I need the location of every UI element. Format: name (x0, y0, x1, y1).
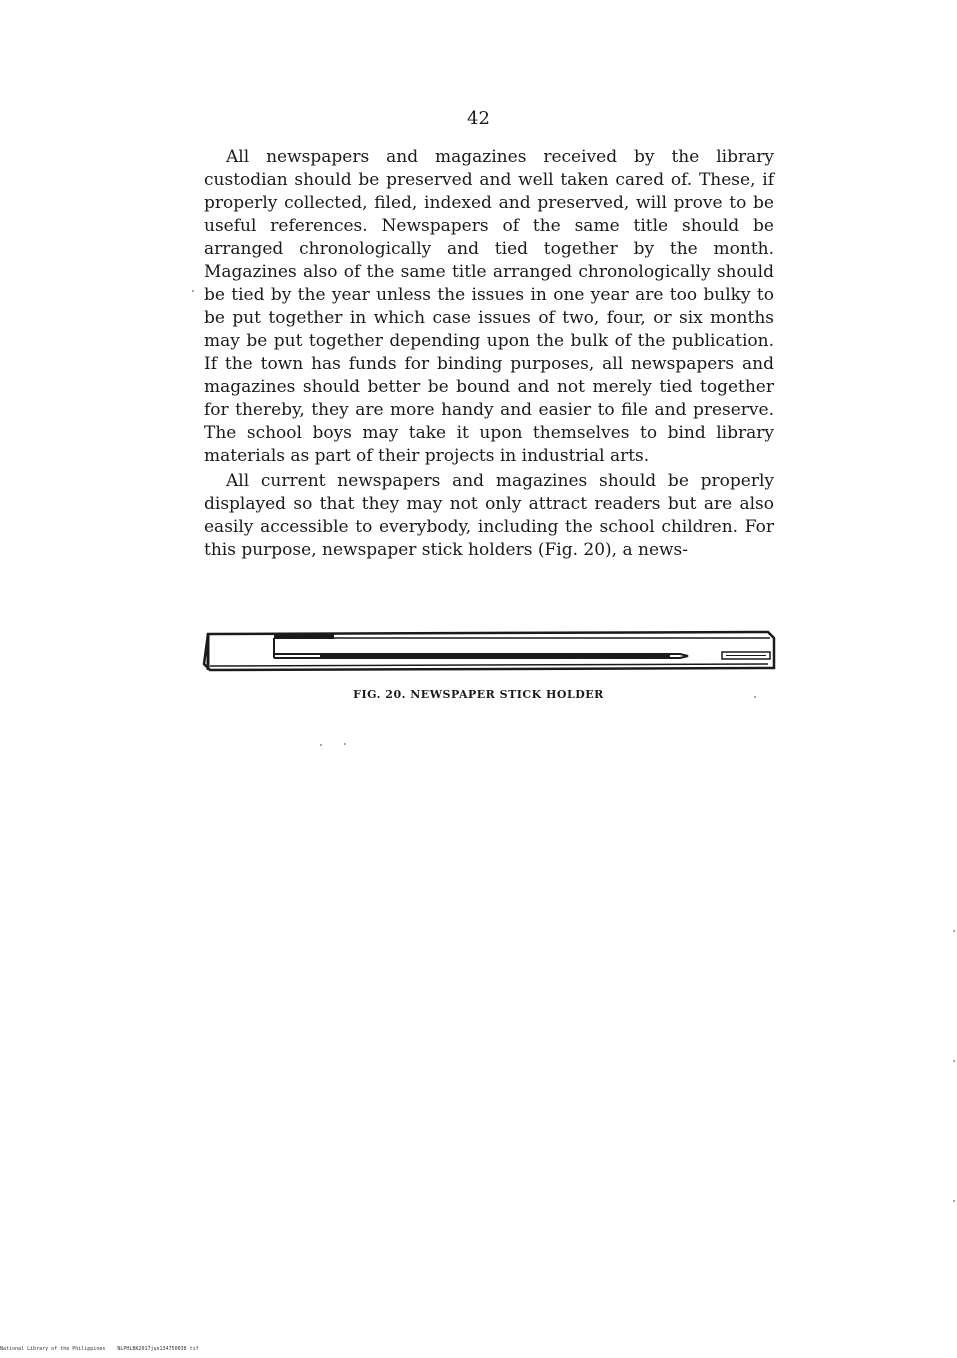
scan-speck (320, 744, 322, 746)
paragraph-1: All newspapers and magazines received by the library custodian should be preserved and well taken cared of. These, if properly collected, filed, indexed and preserved, will prove to be useful references. Newspapers of the same title should be arranged chronologically and tied together by the month. Magazines also of the same title arranged chronologically should be tied by the year unless the issues in one year are too bulky to be put together in which case issues of two, four, or six months may be put together depending upon the bulk of the publication. If the town has funds for binding purposes, all newspapers and magazines should better be bound and not merely tied together for thereby, they are more handy and easier to file and preserve. The school boys may take it upon themselves to bind library materials as part of their projects in industrial arts. (204, 147, 774, 466)
figure-caption: FIG. 20. NEWSPAPER STICK HOLDER (353, 688, 604, 701)
scan-speck (754, 696, 756, 698)
scan-speck (192, 290, 194, 292)
scan-speck (953, 1200, 955, 1202)
paragraph-2: All current newspapers and magazines should be properly displayed so that they may not only attract readers but are also easily accessible to everybody, including the school children. For this purpose, newspaper stick holders (Fig. 20), a news- (204, 471, 774, 560)
body-text (204, 146, 774, 562)
scan-footer: National Library of the Philippines NLPHLBK2017jun134750038 tif (0, 1346, 199, 1352)
scan-speck (344, 743, 346, 745)
page-number: 42 (467, 108, 490, 129)
scan-speck (953, 930, 955, 932)
scan-speck (953, 1060, 955, 1062)
newspaper-stick-holder-illustration (200, 626, 780, 676)
